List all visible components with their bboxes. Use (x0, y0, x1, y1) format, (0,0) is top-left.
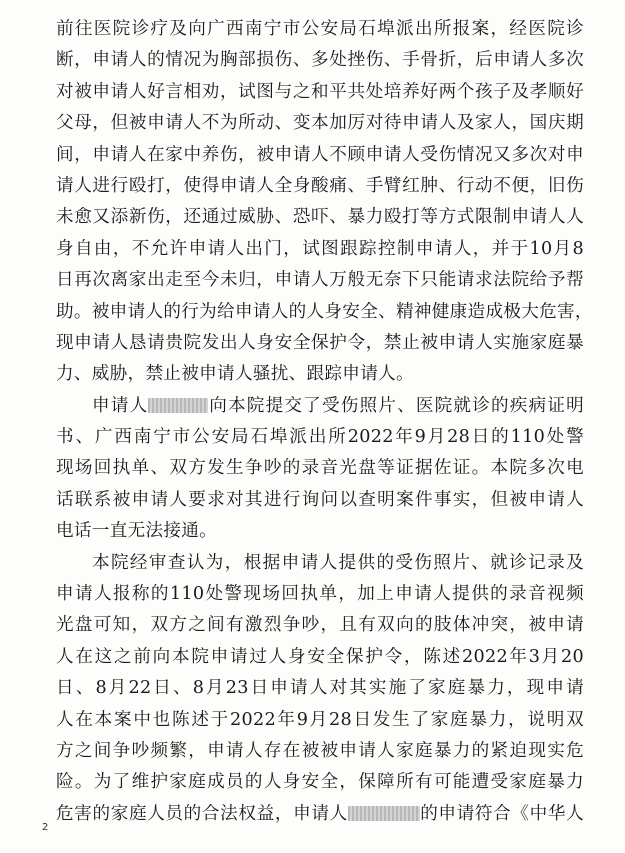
text-line: 话联系被申请人要求对其进行询问以查明案件事实，但被申请人 (56, 489, 584, 510)
text-line: 助。被申请人的行为给申请人的人身安全、精神健康造成极大危害， (56, 301, 593, 322)
text-span: 危害的家庭人员的合法权益，申请人 (56, 803, 348, 824)
text-line: 电话一直无法接通。 (56, 521, 218, 542)
text-line: 未愈又添新伤，还通过威胁、恐吓、暴力殴打等方式限制申请人人 (56, 207, 584, 228)
text-span: 向本院提交了受伤照片、医院就诊的疾病证明 (208, 395, 584, 416)
page-number: 2 (42, 822, 49, 833)
text-line: 书、广西南宁市公安局石埠派出所2022年9月28日的110处警 (56, 427, 584, 448)
text-line: 日再次离家出走至今未归，申请人万般无奈下只能请求法院给予帮 (56, 270, 584, 291)
text-line: 对被申请人好言相劝，试图与之和平共处培养好两个孩子及孝顺好 (56, 81, 584, 102)
text-line: 申请人报称的110处警现场回执单，加上申请人提供的录音视频 (56, 584, 584, 605)
redacted-name (348, 806, 420, 821)
text-line: 身自由，不允许申请人出门，试图跟踪控制申请人，并于10月8 (56, 238, 584, 259)
redacted-name (148, 398, 208, 413)
text-span: 申请人 (92, 395, 149, 416)
text-line: 日、8月22日、8月23日申请人对其实施了家庭暴力，现申请 (56, 678, 584, 699)
text-line: 请人进行殴打，使得申请人全身酸痛、手臂红肿、行动不便，旧伤 (56, 175, 584, 196)
text-line: 断，申请人的情况为胸部损伤、多处挫伤、手骨折，后申请人多次 (56, 50, 584, 71)
text-line: 险。为了维护家庭成员的人身安全，保障所有可能遭受家庭暴力 (56, 772, 584, 793)
text-line: 人在本案中也陈述于2022年9月28日发生了家庭暴力，说明双 (56, 709, 584, 730)
paragraph-3-last-line (56, 799, 584, 830)
text-line: 现申请人恳请贵院发出人身安全保护令，禁止被申请人实施家庭暴 (56, 332, 584, 353)
text-line: 光盘可知，双方之间有激烈争吵，且有双向的肢体冲突，被申请 (56, 615, 584, 636)
text-line: 前往医院诊疗及向广西南宁市公安局石埠派出所报案，经医院诊 (56, 19, 584, 39)
paragraph-2-first-line (56, 391, 584, 422)
text-line: 本院经审查认为，根据申请人提供的受伤照片、就诊记录及 (92, 552, 584, 573)
text-line: 父母，但被申请人不为所动、变本加厉对待申请人及家人，国庆期 (56, 113, 584, 134)
document-body (56, 14, 593, 830)
text-line: 力、威胁，禁止被申请人骚扰、跟踪申请人。 (56, 364, 414, 385)
text-line: 人在这之前向本院申请过人身安全保护令，陈述2022年3月20 (56, 646, 584, 667)
text-line: 方之间争吵频繁，申请人存在被被申请人家庭暴力的紧迫现实危 (56, 740, 584, 761)
text-line: 间，申请人在家中养伤，被申请人不顾申请人受伤情况又多次对申 (56, 144, 584, 165)
text-span: 的申请符合《中华人 (419, 803, 584, 824)
text-line: 现场回执单、双方发生争吵的录音光盘等证据佐证。本院多次电 (56, 458, 584, 479)
